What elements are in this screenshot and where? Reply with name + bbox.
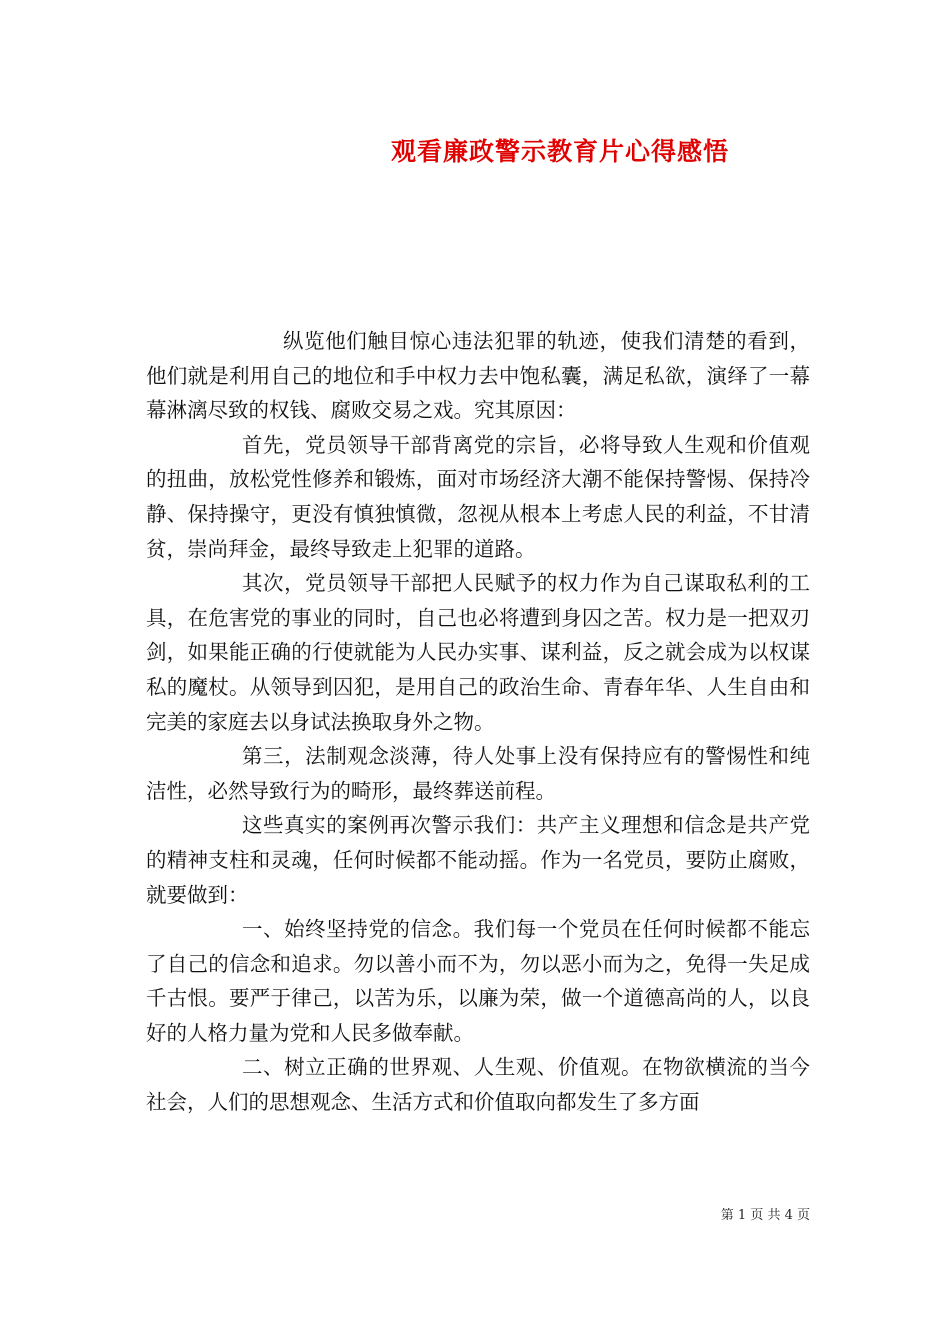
paragraph-first-reason: 首先，党员领导干部背离党的宗旨，必将导致人生观和价值观的扭曲，放松党性修养和锻炼，面对市场经济大潮不能保持警惕、保持冷静、保持操守，更没有慎独慎微，忽视从根本上考虑人民的利益，不甘清贫，崇尚拜金，最终导致走上犯罪的道路。: [146, 432, 810, 561]
document-title: 观看廉政警示教育片心得感悟: [390, 137, 729, 166]
paragraph-intro: 纵览他们触目惊心违法犯罪的轨迹，使我们清楚的看到，他们就是利用自己的地位和手中权力去中饱私囊，满足私欲，演绎了一幕幕淋漓尽致的权钱、腐败交易之戏。究其原因：: [146, 329, 810, 423]
paragraph-point-two: 二、树立正确的世界观、人生观、价值观。在物欲横流的当今社会，人们的思想观念、生活方式和价值取向都发生了多方面: [146, 1055, 810, 1115]
paragraph-second-reason: 其次，党员领导干部把人民赋予的权力作为自己谋取私利的工具，在危害党的事业的同时，自己也必将遭到身囚之苦。权力是一把双刃剑，如果能正确的行使就能为人民办实事、谋利益，反之就会成为以权谋私的魔杖。从领导到囚犯，是用自己的政治生命、青春年华、人生自由和完美的家庭去以身试法换取身外之物。: [146, 571, 810, 734]
paragraph-third-reason: 第三，法制观念淡薄，待人处事上没有保持应有的警惕性和纯洁性，必然导致行为的畸形，最终葬送前程。: [146, 744, 810, 803]
paragraph-warning: 这些真实的案例再次警示我们：共产主义理想和信念是共产党的精神支柱和灵魂，任何时候都不能动摇。作为一名党员，要防止腐败，就要做到：: [146, 813, 810, 907]
paragraph-point-one: 一、始终坚持党的信念。我们每一个党员在任何时候都不能忘了自己的信念和追求。勿以善小而不为，勿以恶小而为之，免得一失足成千古恨。要严于律己，以苦为乐，以廉为荣，做一个道德高尚的人，以良好的人格力量为党和人民多做奉献。: [146, 917, 810, 1045]
document-body: [146, 324, 810, 1120]
page-number-footer: 第 1 页 共 4 页: [720, 1208, 810, 1223]
